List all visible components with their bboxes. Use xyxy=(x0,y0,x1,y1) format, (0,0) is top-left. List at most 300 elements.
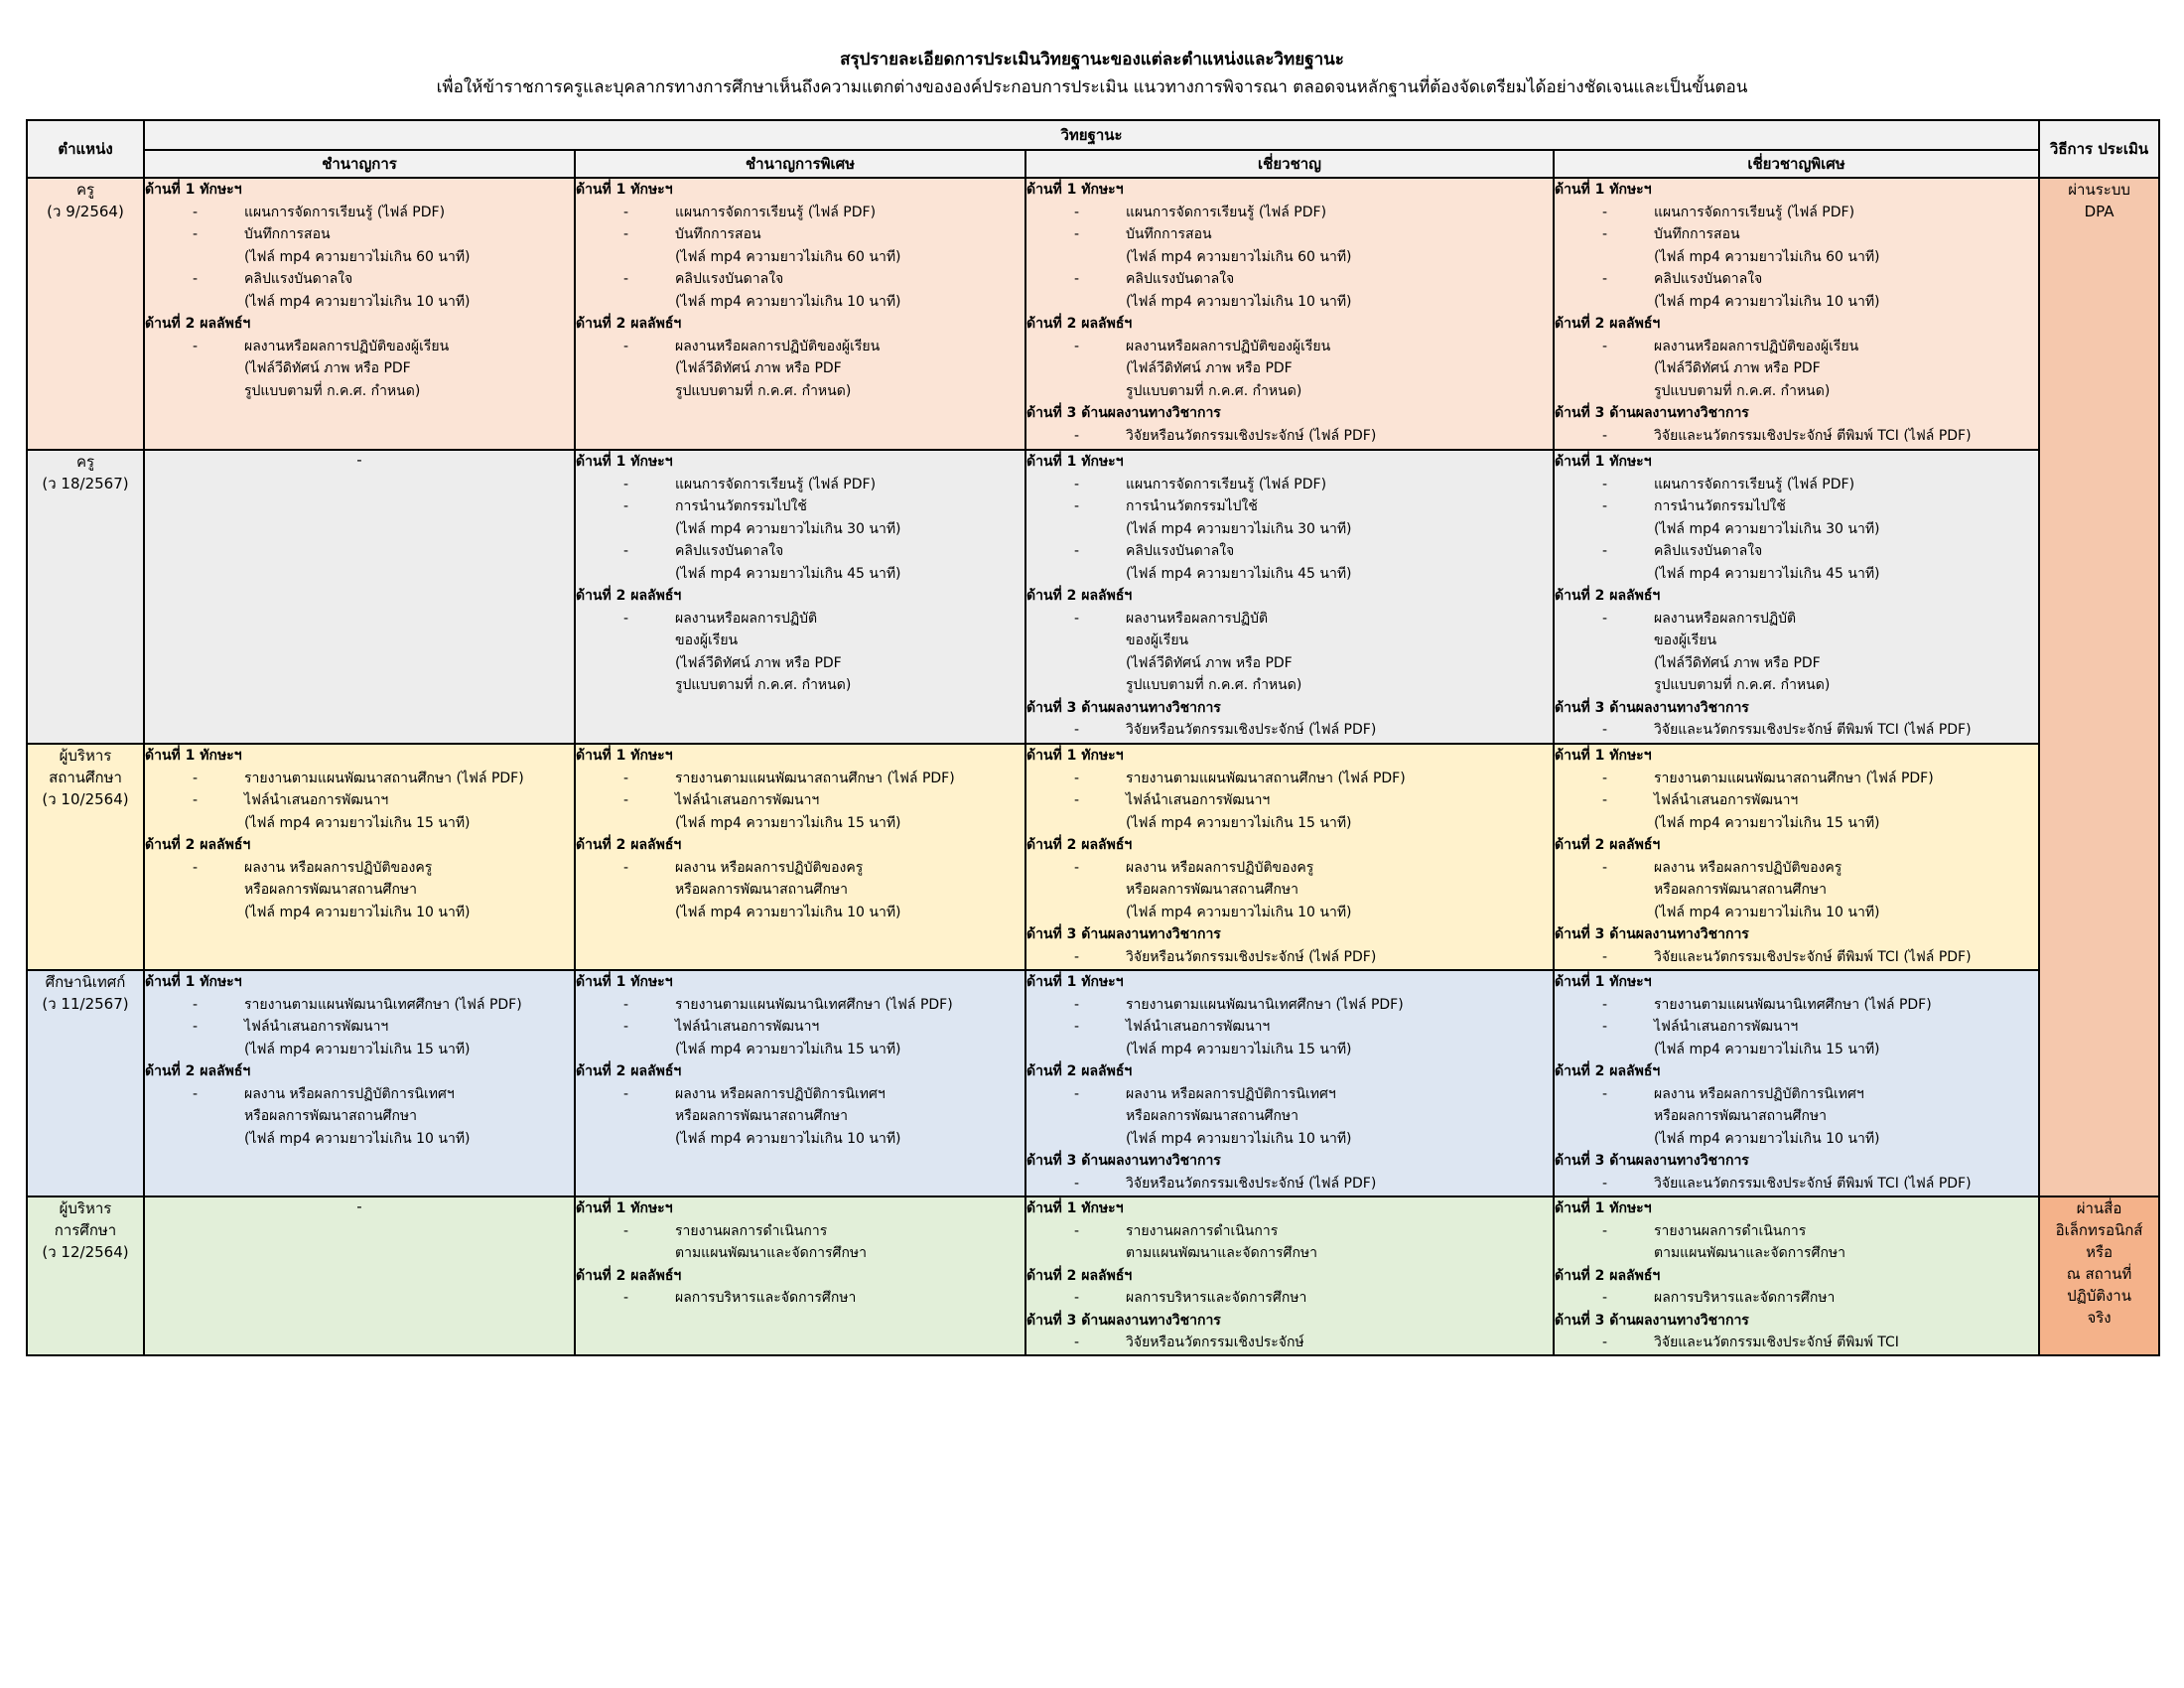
position-cell xyxy=(27,450,144,744)
evidence-item-continuation xyxy=(1026,902,1553,924)
evidence-text: ผลงาน หรือผลการปฏิบัติของครู xyxy=(1126,859,1314,876)
bullet-dash: - xyxy=(1602,770,1608,786)
bullet-dash: - xyxy=(1074,948,1080,965)
evidence-text: แผนการจัดการเรียนรู้ (ไฟล์ PDF) xyxy=(675,204,877,220)
position-line: ศึกษานิเทศก์ xyxy=(45,973,126,991)
section-heading: ด้านที่ 1 ทักษะฯ xyxy=(145,182,242,198)
evidence-text: (ไฟล์ mp4 ความยาวไม่เกิน 15 นาที) xyxy=(675,1041,901,1057)
evidence-text: แผนการจัดการเรียนรู้ (ไฟล์ PDF) xyxy=(1126,204,1327,220)
bullet-dash: - xyxy=(1602,498,1608,514)
evidence-item-continuation xyxy=(1026,812,1553,835)
method-line: จริง xyxy=(2087,1309,2112,1327)
evidence-text: ไฟล์นำเสนอการพัฒนาฯ xyxy=(1654,792,1799,808)
position-line: สถานศึกษา xyxy=(49,769,122,786)
evidence-item-continuation xyxy=(145,246,574,269)
evidence-text: ผลการบริหารและจัดการศึกษา xyxy=(1126,1290,1307,1306)
evidence-text: แผนการจัดการเรียนรู้ (ไฟล์ PDF) xyxy=(675,476,877,492)
section-heading: ด้านที่ 2 ผลลัพธ์ฯ xyxy=(1555,316,1661,332)
bullet-dash: - xyxy=(193,338,199,354)
evidence-text: แผนการจัดการเรียนรู้ (ไฟล์ PDF) xyxy=(1126,476,1327,492)
evidence-item-continuation xyxy=(1555,902,2038,924)
section-heading: ด้านที่ 1 ทักษะฯ xyxy=(1555,748,1652,764)
evidence-item xyxy=(1026,857,1553,880)
evidence-text: หรือผลการพัฒนาสถานศึกษา xyxy=(1654,882,1828,898)
evidence-text: คลิปแรงบันดาลใจ xyxy=(1654,271,1763,287)
evidence-text: หรือผลการพัฒนาสถานศึกษา xyxy=(1654,1108,1828,1124)
section-heading: ด้านที่ 3 ด้านผลงานทางวิชาการ xyxy=(1555,1153,1749,1169)
evidence-item-continuation xyxy=(1026,518,1553,541)
evidence-text: บันทึกการสอน xyxy=(675,226,761,242)
evidence-text: (ไฟล์ mp4 ความยาวไม่เกิน 10 นาที) xyxy=(675,904,901,920)
method-line: ปฏิบัติงาน xyxy=(2067,1287,2131,1305)
bullet-dash: - xyxy=(1074,498,1080,514)
criteria-cell xyxy=(144,178,575,450)
table-row xyxy=(27,1196,2159,1355)
evidence-text: หรือผลการพัฒนาสถานศึกษา xyxy=(1126,882,1299,898)
bullet-dash: - xyxy=(1074,722,1080,738)
criteria-cell xyxy=(144,970,575,1196)
section-heading: ด้านที่ 1 ทักษะฯ xyxy=(1026,1200,1124,1216)
evidence-text: ตามแผนพัฒนาและจัดการศึกษา xyxy=(1126,1245,1318,1261)
evidence-text: ผลงาน หรือผลการปฏิบัติของครู xyxy=(1654,859,1843,876)
evidence-item-continuation xyxy=(145,291,574,314)
bullet-dash: - xyxy=(1602,859,1608,876)
bullet-dash: - xyxy=(623,226,629,242)
evidence-item xyxy=(1026,540,1553,563)
evidence-item-continuation xyxy=(1026,357,1553,380)
document-title: สรุปรายละเอียดการประเมินวิทยฐานะของแต่ละตำแหน่งและวิทยฐานะ xyxy=(840,50,1344,70)
evidence-text: (ไฟล์ mp4 ความยาวไม่เกิน 15 นาที) xyxy=(1654,1041,1880,1057)
section-heading: ด้านที่ 1 ทักษะฯ xyxy=(576,974,673,990)
evidence-item xyxy=(1026,268,1553,291)
section-heading: ด้านที่ 1 ทักษะฯ xyxy=(1555,454,1652,470)
criteria-cell xyxy=(1025,970,1554,1196)
bullet-dash: - xyxy=(1074,1175,1080,1192)
evidence-text: รูปแบบตามที่ ก.ค.ศ. กำหนด) xyxy=(1654,382,1831,399)
bullet-dash: - xyxy=(623,271,629,287)
criteria-cell xyxy=(1554,744,2039,970)
evidence-text: ของผู้เรียน xyxy=(1126,633,1189,648)
evidence-text: รูปแบบตามที่ ก.ค.ศ. กำหนด) xyxy=(1654,677,1831,693)
evidence-text: ไฟล์นำเสนอการพัฒนาฯ xyxy=(1126,792,1271,808)
evidence-item xyxy=(1026,223,1553,246)
bullet-dash: - xyxy=(193,271,199,287)
section-heading: ด้านที่ 1 ทักษะฯ xyxy=(1026,974,1124,990)
evidence-text: รูปแบบตามที่ ก.ค.ศ. กำหนด) xyxy=(675,382,852,399)
bullet-dash: - xyxy=(1602,610,1608,627)
table-body xyxy=(27,178,2159,1355)
evidence-item xyxy=(1555,1083,2038,1106)
evidence-text: วิจัยหรือนวัตกรรมเชิงประจักษ์ (ไฟล์ PDF) xyxy=(1126,722,1377,738)
evidence-item-continuation xyxy=(576,357,1024,380)
section-heading: ด้านที่ 3 ด้านผลงานทางวิชาการ xyxy=(1555,1312,1749,1329)
evidence-text: ของผู้เรียน xyxy=(1654,633,1717,648)
evidence-item xyxy=(1555,608,2038,631)
bullet-dash: - xyxy=(1602,204,1608,220)
evidence-item-continuation xyxy=(1026,674,1553,697)
section-heading: ด้านที่ 1 ทักษะฯ xyxy=(1026,182,1124,198)
evidence-item-continuation xyxy=(1026,652,1553,675)
bullet-dash: - xyxy=(1602,1290,1608,1306)
bullet-dash: - xyxy=(1074,427,1080,444)
evidence-text: ไฟล์นำเสนอการพัฒนาฯ xyxy=(675,1019,820,1035)
evidence-item xyxy=(1555,1287,2038,1310)
bullet-dash: - xyxy=(1074,476,1080,492)
evidence-item-continuation xyxy=(576,1039,1024,1061)
evidence-text: คลิปแรงบันดาลใจ xyxy=(675,271,784,287)
evidence-item xyxy=(1555,946,2038,969)
evidence-item-continuation xyxy=(1026,1242,1553,1265)
evidence-text: (ไฟล์ mp4 ความยาวไม่เกิน 15 นาที) xyxy=(675,814,901,831)
evidence-item xyxy=(1026,789,1553,812)
evidence-item-continuation xyxy=(576,902,1024,924)
evidence-text: ผลงาน หรือผลการปฏิบัติของครู xyxy=(675,859,864,876)
evidence-text: (ไฟล์ mp4 ความยาวไม่เกิน 10 นาที) xyxy=(1126,293,1352,310)
evidence-text: (ไฟล์ mp4 ความยาวไม่เกิน 10 นาที) xyxy=(1126,1130,1352,1147)
position-line: (ว 11/2567) xyxy=(42,995,129,1013)
criteria-cell xyxy=(575,450,1025,744)
evidence-item-continuation xyxy=(576,518,1024,541)
evidence-item-continuation xyxy=(1026,879,1553,902)
evidence-text: คลิปแรงบันดาลใจ xyxy=(1126,271,1235,287)
evidence-text: (ไฟล์ mp4 ความยาวไม่เกิน 60 นาที) xyxy=(244,248,471,265)
section-heading: ด้านที่ 1 ทักษะฯ xyxy=(1026,748,1124,764)
method-line: ผ่านสื่อ xyxy=(2076,1199,2122,1217)
section-heading: ด้านที่ 3 ด้านผลงานทางวิชาการ xyxy=(1026,1312,1221,1329)
evidence-item xyxy=(576,1287,1024,1310)
method-cell xyxy=(2039,1196,2159,1355)
evidence-text: วิจัยและนวัตกรรมเชิงประจักษ์ ตีพิมพ์ TCI xyxy=(1654,1335,1899,1350)
bullet-dash: - xyxy=(193,770,199,786)
section-heading: ด้านที่ 3 ด้านผลงานทางวิชาการ xyxy=(1555,926,1749,942)
evidence-text: (ไฟล์ mp4 ความยาวไม่เกิน 30 นาที) xyxy=(675,520,901,537)
section-heading: ด้านที่ 2 ผลลัพธ์ฯ xyxy=(576,316,682,332)
evidence-item xyxy=(576,495,1024,518)
evidence-item xyxy=(145,857,574,880)
evidence-text: (ไฟล์ mp4 ความยาวไม่เกิน 30 นาที) xyxy=(1126,520,1352,537)
evidence-item xyxy=(1026,608,1553,631)
evidence-text: (ไฟล์วีดิทัศน์ ภาพ หรือ PDF xyxy=(675,654,842,671)
evidence-text: (ไฟล์ mp4 ความยาวไม่เกิน 15 นาที) xyxy=(244,1041,471,1057)
bullet-dash: - xyxy=(193,204,199,220)
position-line: ครู xyxy=(75,453,95,471)
bullet-dash: - xyxy=(1074,204,1080,220)
bullet-dash: - xyxy=(1602,948,1608,965)
evidence-text: ผลงานหรือผลการปฏิบัติ xyxy=(1654,610,1797,627)
evidence-item-continuation xyxy=(1555,630,2038,652)
evidence-item-continuation xyxy=(1026,1105,1553,1128)
evidence-item xyxy=(1555,1332,2038,1354)
evidence-item xyxy=(1555,202,2038,224)
evidence-text: ไฟล์นำเสนอการพัฒนาฯ xyxy=(1654,1019,1799,1035)
evidence-text: ผลงาน หรือผลการปฏิบัติการนิเทศฯ xyxy=(1654,1085,1864,1102)
criteria-cell xyxy=(1025,178,1554,450)
evidence-text: ไฟล์นำเสนอการพัฒนาฯ xyxy=(1126,1019,1271,1035)
evidence-item-continuation xyxy=(1026,1039,1553,1061)
evidence-item xyxy=(1555,994,2038,1017)
evidence-item-continuation xyxy=(145,1039,574,1061)
evidence-text: รายงานผลการดำเนินการ xyxy=(1654,1222,1807,1239)
bullet-dash: - xyxy=(623,792,629,808)
section-heading: ด้านที่ 2 ผลลัพธ์ฯ xyxy=(145,1063,251,1079)
table-row xyxy=(27,450,2159,744)
evidence-text: วิจัยและนวัตกรรมเชิงประจักษ์ ตีพิมพ์ TCI (ไฟล์ PDF) xyxy=(1654,948,1972,965)
evidence-item xyxy=(1555,1173,2038,1196)
bullet-dash: - xyxy=(193,226,199,242)
evidence-item-continuation xyxy=(576,1128,1024,1151)
evidence-item-continuation xyxy=(1555,812,2038,835)
evidence-item xyxy=(1555,268,2038,291)
bullet-dash: - xyxy=(623,859,629,876)
evidence-item-continuation xyxy=(1555,246,2038,269)
evidence-item-continuation xyxy=(576,812,1024,835)
evidence-text: การนำนวัตกรรมไปใช้ xyxy=(675,498,807,514)
evidence-text: ผลงานหรือผลการปฏิบัติของผู้เรียน xyxy=(675,338,881,354)
evidence-item xyxy=(576,1220,1024,1243)
method-line: ผ่านระบบ xyxy=(2068,181,2130,199)
rank-header-chiaochan-phiset: เชี่ยวชาญพิเศษ xyxy=(1554,150,2039,178)
evidence-item-continuation xyxy=(1555,1039,2038,1061)
evidence-text: (ไฟล์ mp4 ความยาวไม่เกิน 10 นาที) xyxy=(244,904,471,920)
evidence-item xyxy=(576,202,1024,224)
bullet-dash: - xyxy=(623,996,629,1013)
evidence-item xyxy=(576,474,1024,496)
table-row xyxy=(27,970,2159,1196)
evidence-text: รูปแบบตามที่ ก.ค.ศ. กำหนด) xyxy=(1126,677,1302,693)
evidence-item xyxy=(1555,719,2038,742)
evidence-text: (ไฟล์วีดิทัศน์ ภาพ หรือ PDF xyxy=(1126,654,1293,671)
evidence-text: หรือผลการพัฒนาสถานศึกษา xyxy=(244,1108,418,1124)
bullet-dash: - xyxy=(623,770,629,786)
criteria-cell xyxy=(575,970,1025,1196)
bullet-dash: - xyxy=(623,1290,629,1306)
bullet-dash: - xyxy=(1074,1335,1080,1350)
evidence-text: ผลงาน หรือผลการปฏิบัติการนิเทศฯ xyxy=(1126,1085,1336,1102)
section-heading: ด้านที่ 2 ผลลัพธ์ฯ xyxy=(576,1267,682,1284)
evidence-text: ไฟล์นำเสนอการพัฒนาฯ xyxy=(675,792,820,808)
section-heading: ด้านที่ 3 ด้านผลงานทางวิชาการ xyxy=(1026,1153,1221,1169)
evidence-item xyxy=(576,994,1024,1017)
evidence-item xyxy=(1026,1332,1553,1354)
evidence-text: ผลงานหรือผลการปฏิบัติของผู้เรียน xyxy=(1654,338,1859,354)
evidence-text: วิจัยและนวัตกรรมเชิงประจักษ์ ตีพิมพ์ TCI (ไฟล์ PDF) xyxy=(1654,722,1972,738)
evidence-item xyxy=(1026,336,1553,358)
evidence-text: แผนการจัดการเรียนรู้ (ไฟล์ PDF) xyxy=(1654,204,1855,220)
criteria-cell xyxy=(1554,178,2039,450)
evidence-item-continuation xyxy=(1555,1105,2038,1128)
bullet-dash: - xyxy=(623,1085,629,1102)
evidence-text: (ไฟล์วีดิทัศน์ ภาพ หรือ PDF xyxy=(1654,360,1821,376)
bullet-dash: - xyxy=(623,610,629,627)
evidence-item xyxy=(576,336,1024,358)
bullet-dash: - xyxy=(1602,543,1608,559)
bullet-dash: - xyxy=(623,476,629,492)
bullet-dash: - xyxy=(1602,792,1608,808)
position-line: (ว 10/2564) xyxy=(42,790,129,808)
bullet-dash: - xyxy=(193,859,199,876)
evidence-text: (ไฟล์ mp4 ความยาวไม่เกิน 10 นาที) xyxy=(1654,904,1880,920)
evidence-item xyxy=(1026,1173,1553,1196)
position-line: ผู้บริหาร xyxy=(59,1199,112,1217)
evidence-item xyxy=(1026,474,1553,496)
evidence-item xyxy=(1026,1287,1553,1310)
evidence-text: (ไฟล์ mp4 ความยาวไม่เกิน 60 นาที) xyxy=(1654,248,1880,265)
evidence-text: วิจัยหรือนวัตกรรมเชิงประจักษ์ xyxy=(1126,1335,1304,1350)
bullet-dash: - xyxy=(1602,427,1608,444)
evidence-item xyxy=(1026,495,1553,518)
evidence-item xyxy=(1026,425,1553,448)
bullet-dash: - xyxy=(1074,610,1080,627)
evidence-text: ผลการบริหารและจัดการศึกษา xyxy=(1654,1290,1836,1306)
evidence-item xyxy=(1555,223,2038,246)
evidence-text: ผลงาน หรือผลการปฏิบัติของครู xyxy=(244,859,433,876)
bullet-dash: - xyxy=(1602,1175,1608,1192)
evidence-item xyxy=(145,1016,574,1039)
evidence-text: วิจัยหรือนวัตกรรมเชิงประจักษ์ (ไฟล์ PDF) xyxy=(1126,427,1377,444)
evidence-item xyxy=(1026,1016,1553,1039)
bullet-dash: - xyxy=(623,1019,629,1035)
section-heading: ด้านที่ 1 ทักษะฯ xyxy=(576,748,673,764)
evidence-item xyxy=(1555,540,2038,563)
evidence-item-continuation xyxy=(576,291,1024,314)
position-line: (ว 12/2564) xyxy=(42,1243,129,1261)
evidence-text: แผนการจัดการเรียนรู้ (ไฟล์ PDF) xyxy=(1654,476,1855,492)
evidence-text: (ไฟล์ mp4 ความยาวไม่เกิน 45 นาที) xyxy=(675,565,901,582)
evidence-item xyxy=(1026,202,1553,224)
evidence-text: ผลการบริหารและจัดการศึกษา xyxy=(675,1290,857,1306)
evidence-item-continuation xyxy=(145,1128,574,1151)
evidence-item xyxy=(1555,425,2038,448)
empty-cell xyxy=(144,450,575,744)
evidence-text: (ไฟล์ mp4 ความยาวไม่เกิน 15 นาที) xyxy=(244,814,471,831)
rank-header-chamnan: ชำนาญการ xyxy=(144,150,575,178)
position-line: (ว 9/2564) xyxy=(47,203,124,220)
evidence-text: ผลงานหรือผลการปฏิบัติของผู้เรียน xyxy=(1126,338,1331,354)
evidence-text: รายงานผลการดำเนินการ xyxy=(1126,1222,1279,1239)
section-heading: ด้านที่ 1 ทักษะฯ xyxy=(145,974,242,990)
evidence-item xyxy=(1026,719,1553,742)
bullet-dash: - xyxy=(623,338,629,354)
evidence-item-continuation xyxy=(1026,380,1553,403)
evidence-text: ของผู้เรียน xyxy=(675,633,739,648)
evidence-item-continuation xyxy=(1026,630,1553,652)
position-cell xyxy=(27,1196,144,1355)
evidence-item xyxy=(576,540,1024,563)
evidence-text: ผลงาน หรือผลการปฏิบัติการนิเทศฯ xyxy=(675,1085,886,1102)
evidence-text: รายงานตามแผนพัฒนานิเทศศึกษา (ไฟล์ PDF) xyxy=(244,996,522,1013)
section-heading: ด้านที่ 2 ผลลัพธ์ฯ xyxy=(576,837,682,853)
section-heading: ด้านที่ 2 ผลลัพธ์ฯ xyxy=(576,1063,682,1079)
empty-dash: - xyxy=(356,451,362,469)
evidence-text: รายงานตามแผนพัฒนานิเทศศึกษา (ไฟล์ PDF) xyxy=(1654,996,1932,1013)
section-heading: ด้านที่ 3 ด้านผลงานทางวิชาการ xyxy=(1555,699,1749,716)
evidence-text: (ไฟล์ mp4 ความยาวไม่เกิน 60 นาที) xyxy=(1126,248,1352,265)
evidence-text: ไฟล์นำเสนอการพัฒนาฯ xyxy=(244,792,389,808)
evidence-item-continuation xyxy=(1555,518,2038,541)
position-line: ผู้บริหาร xyxy=(59,747,112,765)
evidence-item xyxy=(1555,1220,2038,1243)
empty-dash: - xyxy=(356,1197,362,1215)
bullet-dash: - xyxy=(1074,226,1080,242)
evidence-text: ไฟล์นำเสนอการพัฒนาฯ xyxy=(244,1019,389,1035)
evidence-text: รายงานตามแผนพัฒนาสถานศึกษา (ไฟล์ PDF) xyxy=(1654,770,1934,786)
evidence-text: หรือผลการพัฒนาสถานศึกษา xyxy=(675,1108,849,1124)
evidence-item xyxy=(1555,1016,2038,1039)
section-heading: ด้านที่ 1 ทักษะฯ xyxy=(1555,974,1652,990)
position-header: ตำแหน่ง xyxy=(27,120,144,178)
evidence-item-continuation xyxy=(576,1105,1024,1128)
evidence-item xyxy=(145,994,574,1017)
evidence-item xyxy=(1026,768,1553,790)
evidence-item xyxy=(145,789,574,812)
evidence-text: (ไฟล์วีดิทัศน์ ภาพ หรือ PDF xyxy=(244,360,411,376)
evidence-text: บันทึกการสอน xyxy=(244,226,331,242)
evidence-text: ผลงานหรือผลการปฏิบัติ xyxy=(1126,610,1269,627)
bullet-dash: - xyxy=(623,498,629,514)
evidence-item-continuation xyxy=(145,902,574,924)
method-line: อิเล็กทรอนิกส์ xyxy=(2055,1221,2143,1239)
bullet-dash: - xyxy=(1074,543,1080,559)
section-heading: ด้านที่ 3 ด้านผลงานทางวิชาการ xyxy=(1555,405,1749,421)
evidence-item-continuation xyxy=(1026,246,1553,269)
evidence-item xyxy=(1555,857,2038,880)
evidence-text: ตามแผนพัฒนาและจัดการศึกษา xyxy=(1654,1245,1846,1261)
evidence-text: วิจัยและนวัตกรรมเชิงประจักษ์ ตีพิมพ์ TCI (ไฟล์ PDF) xyxy=(1654,1175,1972,1192)
evidence-item xyxy=(576,223,1024,246)
evidence-text: ผลงานหรือผลการปฏิบัติ xyxy=(675,610,818,627)
evidence-item xyxy=(145,336,574,358)
bullet-dash: - xyxy=(193,996,199,1013)
evidence-item xyxy=(576,768,1024,790)
bullet-dash: - xyxy=(1074,996,1080,1013)
bullet-dash: - xyxy=(193,1085,199,1102)
position-cell xyxy=(27,970,144,1196)
rank-header-chiaochan: เชี่ยวชาญ xyxy=(1025,150,1554,178)
evidence-text: (ไฟล์ mp4 ความยาวไม่เกิน 15 นาที) xyxy=(1126,814,1352,831)
evidence-text: รูปแบบตามที่ ก.ค.ศ. กำหนด) xyxy=(1126,382,1302,399)
evidence-text: (ไฟล์วีดิทัศน์ ภาพ หรือ PDF xyxy=(675,360,842,376)
section-heading: ด้านที่ 2 ผลลัพธ์ฯ xyxy=(1026,588,1133,604)
bullet-dash: - xyxy=(1074,792,1080,808)
bullet-dash: - xyxy=(1602,722,1608,738)
evidence-item xyxy=(1555,789,2038,812)
evidence-text: หรือผลการพัฒนาสถานศึกษา xyxy=(675,882,849,898)
evidence-text: (ไฟล์ mp4 ความยาวไม่เกิน 15 นาที) xyxy=(1126,1041,1352,1057)
section-heading: ด้านที่ 3 ด้านผลงานทางวิชาการ xyxy=(1026,699,1221,716)
evidence-item xyxy=(145,202,574,224)
evidence-item-continuation xyxy=(1555,879,2038,902)
evidence-text: คลิปแรงบันดาลใจ xyxy=(675,543,784,559)
evidence-item xyxy=(576,857,1024,880)
method-line: ณ สถานที่ xyxy=(2066,1265,2132,1283)
evidence-item-continuation xyxy=(145,812,574,835)
position-line: การศึกษา xyxy=(54,1221,117,1239)
bullet-dash: - xyxy=(1602,996,1608,1013)
bullet-dash: - xyxy=(1074,271,1080,287)
rank-header-chamnan-phiset: ชำนาญการพิเศษ xyxy=(575,150,1025,178)
evidence-item xyxy=(1026,1220,1553,1243)
evidence-text: คลิปแรงบันดาลใจ xyxy=(1654,543,1763,559)
section-heading: ด้านที่ 1 ทักษะฯ xyxy=(576,454,673,470)
evidence-text: บันทึกการสอน xyxy=(1126,226,1212,242)
evidence-text: (ไฟล์ mp4 ความยาวไม่เกิน 10 นาที) xyxy=(1126,904,1352,920)
evidence-text: (ไฟล์ mp4 ความยาวไม่เกิน 10 นาที) xyxy=(244,1130,471,1147)
section-heading: ด้านที่ 1 ทักษะฯ xyxy=(1555,1200,1652,1216)
evidence-item-continuation xyxy=(576,246,1024,269)
evidence-text: (ไฟล์ mp4 ความยาวไม่เกิน 10 นาที) xyxy=(675,293,901,310)
section-heading: ด้านที่ 1 ทักษะฯ xyxy=(576,1200,673,1216)
evidence-text: (ไฟล์ mp4 ความยาวไม่เกิน 15 นาที) xyxy=(1654,814,1880,831)
